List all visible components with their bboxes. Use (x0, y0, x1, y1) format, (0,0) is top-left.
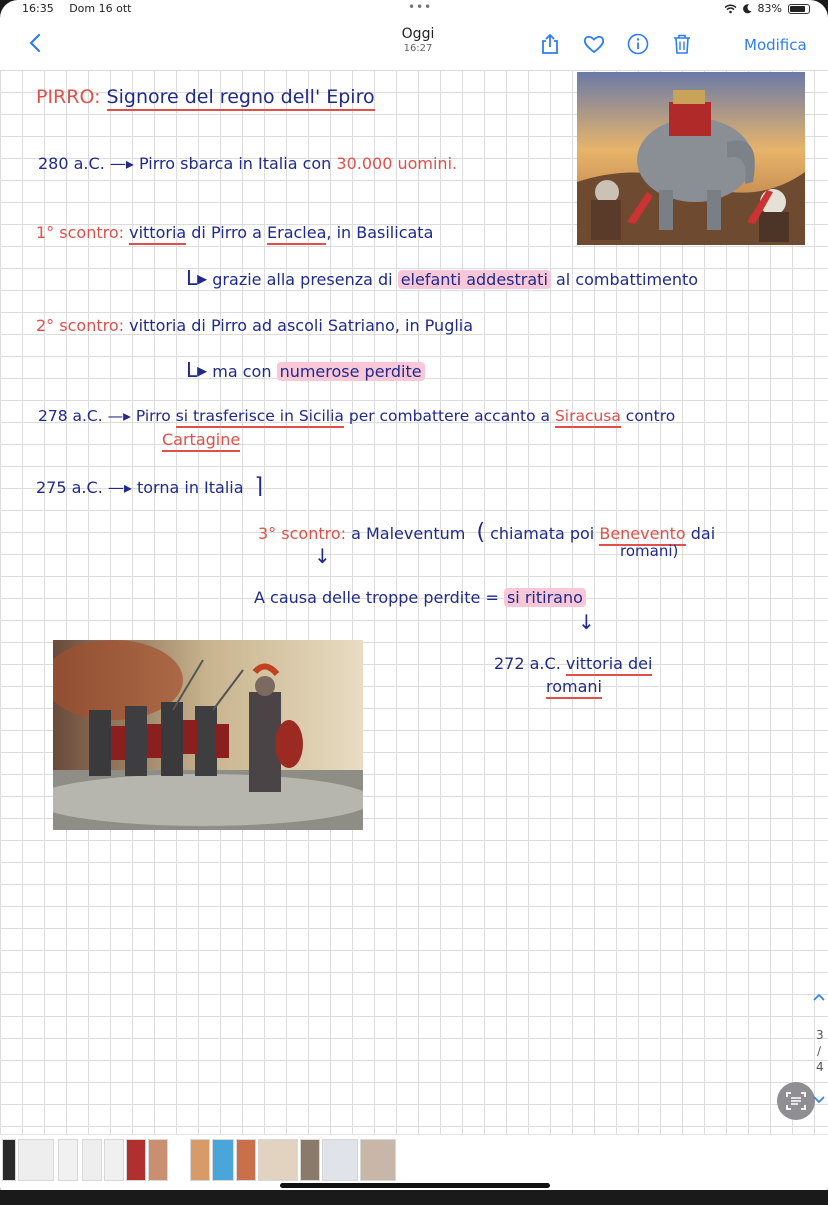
battle-3-text: a Maleventum (346, 524, 466, 543)
down-arrow-icon: ↓ (314, 544, 331, 568)
final-line (494, 654, 652, 673)
battle-1-detail-end: al combattimento (550, 270, 699, 289)
battle-1-line (36, 223, 433, 242)
benevento: Benevento (599, 524, 685, 546)
status-right (724, 2, 810, 15)
share-icon[interactable] (538, 32, 562, 56)
battle-2-detail-text: ma con (207, 362, 277, 381)
roman-legion-illustration (53, 640, 363, 830)
navigation-bar (0, 22, 828, 68)
page-thumbnail[interactable] (148, 1139, 168, 1181)
device-bezel (0, 1190, 828, 1205)
roman-legion-image[interactable] (53, 640, 363, 830)
page-separator: ∕ (817, 1044, 822, 1058)
page-thumbnail[interactable] (2, 1139, 16, 1181)
equals-sign: = (485, 588, 499, 607)
battle-2-line (36, 316, 473, 335)
battle-1-region: , in Basilicata (326, 223, 434, 242)
battle-1-detail-text: grazie alla presenza di (207, 270, 398, 289)
corner-arrow-icon: L▸ (186, 358, 208, 382)
battery-percent: 83% (757, 2, 782, 15)
page-thumbnail[interactable] (126, 1139, 146, 1181)
page-thumbnail[interactable] (58, 1139, 78, 1181)
page-thumbnail[interactable] (322, 1139, 358, 1181)
page-thumbnail[interactable] (104, 1139, 124, 1181)
page-thumbnail[interactable] (18, 1139, 54, 1181)
page-thumbnail[interactable] (212, 1139, 234, 1181)
wifi-icon (724, 4, 737, 14)
line-275-text: torna in Italia (131, 478, 244, 497)
multitasking-dots[interactable]: ••• (408, 0, 433, 14)
photo-thumbnail-strip[interactable] (0, 1134, 828, 1185)
scroll-up-button[interactable] (812, 990, 826, 1006)
note-date-title: Oggi (401, 26, 435, 42)
line-280 (38, 154, 457, 173)
battle-1-mid: di Pirro a (186, 223, 267, 242)
roman-victory: vittoria dei (566, 654, 653, 676)
title-line (36, 86, 375, 108)
line-280-text: Pirro sbarca in Italia con (133, 154, 337, 173)
scroll-down-button[interactable] (812, 1094, 826, 1108)
nav-title (368, 26, 468, 54)
cause-line (254, 588, 586, 607)
date-272: 272 a.C. (494, 654, 566, 673)
date-278: 278 a.C. (38, 407, 108, 425)
page-total: 4 (816, 1060, 824, 1074)
chevron-left-icon (28, 32, 42, 54)
battle-2-detail (186, 358, 425, 382)
battle-3-label: 3° scontro: (258, 524, 347, 543)
back-button[interactable] (28, 32, 50, 56)
status-date: Dom 16 ott (69, 2, 132, 15)
line-278-b: per combattere accanto a (343, 407, 555, 425)
info-icon[interactable] (626, 32, 650, 56)
page-thumbnail[interactable] (82, 1139, 102, 1181)
line-278-a: Pirro (130, 407, 176, 425)
war-elephant-illustration (577, 72, 805, 245)
toolbar-actions (538, 32, 694, 56)
sicily-underline: si trasferisce in Sicilia (176, 407, 344, 428)
battle-1-label: 1° scontro: (36, 223, 125, 242)
home-indicator[interactable] (280, 1183, 550, 1188)
retreat-highlight: si ritirano (504, 588, 586, 607)
down-arrow-icon: ↓ (578, 610, 595, 634)
carthage: Cartagine (162, 430, 240, 452)
live-text-icon (785, 1090, 807, 1112)
line-275 (36, 474, 263, 499)
line-278 (38, 407, 675, 425)
arrow-right-icon: —▸ (107, 478, 132, 497)
trash-icon[interactable] (670, 32, 694, 56)
note-time: 16:27 (403, 43, 433, 54)
elephants-highlight: elefanti addestrati (398, 270, 551, 289)
battle-2-text: vittoria di Pirro ad ascoli Satriano, in Puglia (124, 316, 474, 335)
status-bar (0, 0, 828, 18)
date-275: 275 a.C. (36, 478, 108, 497)
battle-3-paren-b: dai (685, 524, 716, 543)
battery-fill (790, 6, 805, 12)
page-thumbnail[interactable] (360, 1139, 396, 1181)
battle-1-victory: vittoria (129, 223, 186, 245)
losses-highlight: numerose perdite (277, 362, 425, 381)
page-thumbnail[interactable] (236, 1139, 256, 1181)
syracuse: Siracusa (555, 407, 621, 428)
cause-text: A causa delle troppe perdite (254, 588, 481, 607)
status-time: 16:35 (22, 2, 54, 15)
note-canvas[interactable] (0, 70, 828, 1134)
title-label: PIRRO: (36, 86, 101, 108)
bracket-mark: ( (476, 520, 486, 545)
battery-icon (788, 4, 810, 14)
romans-word: romani (546, 677, 602, 699)
moon-icon (743, 4, 752, 14)
arrow-right-icon: —▸ (109, 154, 134, 173)
page-thumbnail[interactable] (190, 1139, 210, 1181)
text-scan-button[interactable] (777, 1082, 815, 1120)
page-current: 3 (816, 1028, 824, 1042)
war-elephant-image[interactable] (577, 72, 805, 245)
romans-paren: romani) (620, 542, 679, 560)
arrow-right-icon: —▸ (107, 407, 131, 425)
battle-1-detail (186, 266, 698, 290)
hook-arrow-icon: ⌉ (254, 474, 264, 499)
troops-number: 30.000 uomini. (336, 154, 458, 173)
line-278-c: contro (620, 407, 676, 425)
page-thumbnail[interactable] (300, 1139, 320, 1181)
battle-1-place: Eraclea (267, 223, 326, 245)
corner-arrow-icon: L▸ (186, 266, 208, 290)
page-thumbnail[interactable] (258, 1139, 298, 1181)
edit-button[interactable]: Modifica (744, 36, 807, 54)
chevron-down-icon (812, 1095, 826, 1105)
battle-3-paren-a: chiamata poi (485, 524, 600, 543)
date-280: 280 a.C. (38, 154, 110, 173)
status-left (22, 2, 143, 15)
battle-2-label: 2° scontro: (36, 316, 125, 335)
chevron-up-icon (812, 992, 826, 1002)
title-text: Signore del regno dell' Epiro (107, 86, 375, 111)
heart-icon[interactable] (582, 32, 606, 56)
